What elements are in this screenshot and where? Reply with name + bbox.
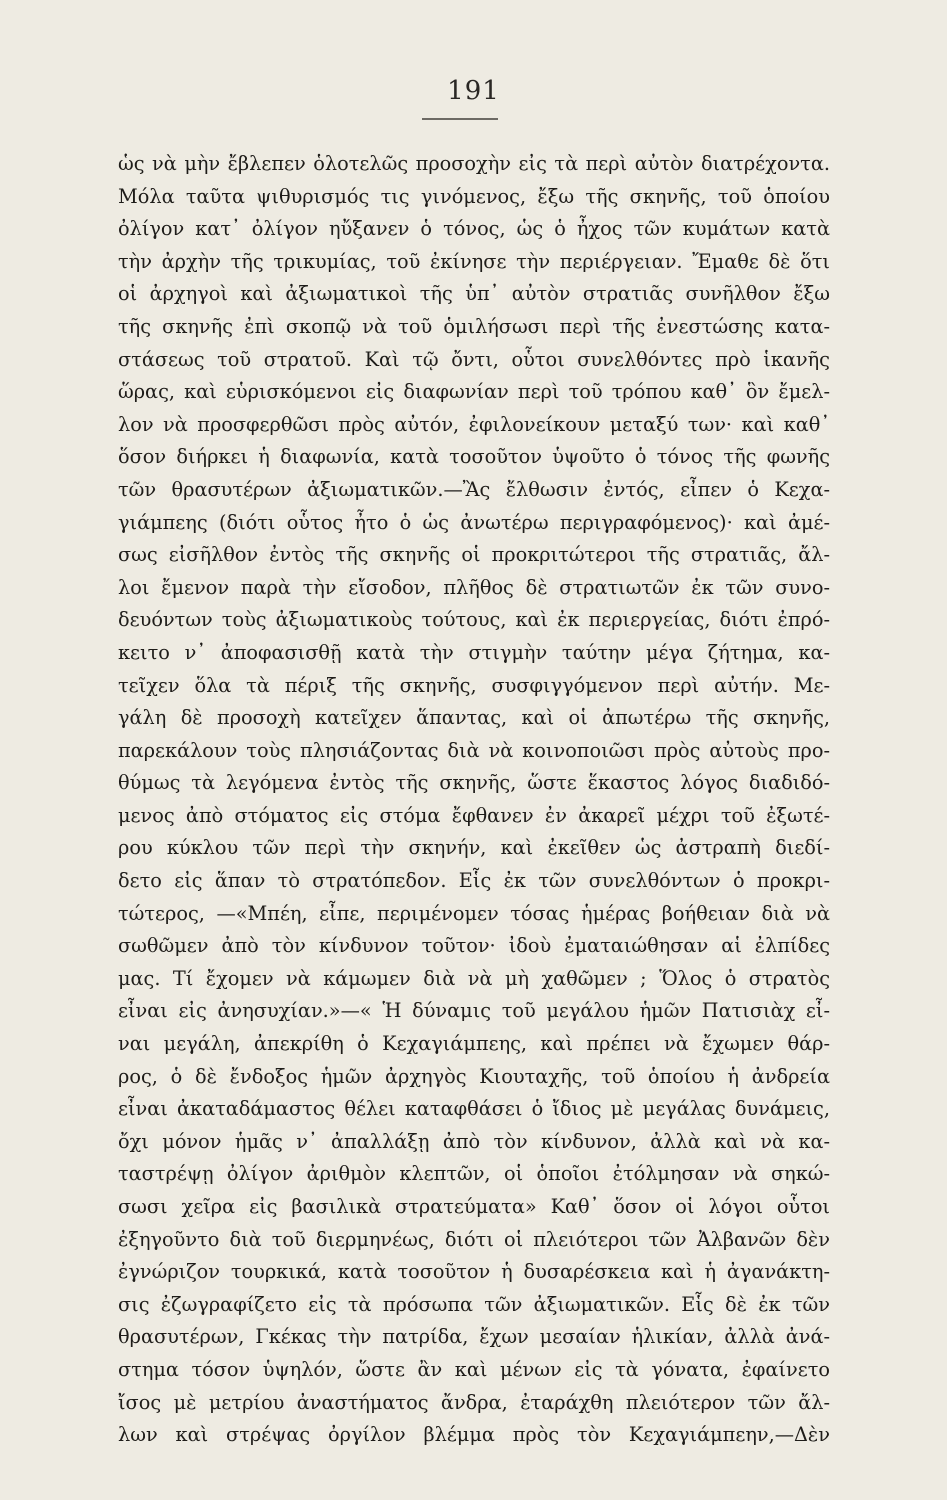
text-line: ἐγνώριζον τουρκικά, κατὰ τοσοῦτον ἡ δυσαρέσκεια καὶ ἡ ἀγανάκτη- <box>118 1260 830 1284</box>
text-line: δευόντων τοὺς ἀξιωματικοὺς τούτους, καὶ ἐκ περιεργείας, διότι ἐπρό- <box>118 608 830 632</box>
text-line: ρος, ὁ δὲ ἔνδοξος ἡμῶν ἀρχηγὸς Κιουταχῆς, τοῦ ὁποίου ἡ ἀνδρεία <box>118 1064 830 1088</box>
text-line: στάσεως τοῦ στρατοῦ. Καὶ τῷ ὄντι, οὗτοι συνελθόντες πρὸ ἱκανῆς <box>118 347 830 371</box>
text-line: δετο εἰς ἅπαν τὸ στρατόπεδον. Εἷς ἐκ τῶν συνελθόντων ὁ προκρι- <box>118 869 830 893</box>
text-line: ὥρας, καὶ εὑρισκόμενοι εἰς διαφωνίαν περὶ τοῦ τρόπου καθ᾽ ὃν ἔμελ- <box>118 380 830 404</box>
text-line: γιάμπεης (διότι οὗτος ἦτο ὁ ὡς ἀνωτέρω περιγραφόμενος)· καὶ ἀμέ- <box>118 510 830 534</box>
text-line: παρεκάλουν τοὺς πλησιάζοντας διὰ νὰ κοινοποιῶσι πρὸς αὐτοὺς προ- <box>118 738 830 762</box>
text-line: σως εἰσῆλθον ἐντὸς τῆς σκηνῆς οἱ προκριτώτεροι τῆς στρατιᾶς, ἄλ- <box>118 543 830 567</box>
text-line: λων καὶ στρέψας ὀργίλον βλέμμα πρὸς τὸν Κεχαγιάμπεην,—Δὲν <box>118 1423 830 1447</box>
text-line: τὴν ἀρχὴν τῆς τρικυμίας, τοῦ ἐκίνησε τὴν περιέργειαν. Ἔμαθε δὲ ὅτι <box>118 249 830 273</box>
text-line: ρου κύκλου τῶν περὶ τὴν σκηνήν, καὶ ἐκεῖθεν ὡς ἀστραπὴ διεδί- <box>118 836 830 860</box>
text-line: ὀλίγον κατ᾽ ὀλίγον ηὔξανεν ὁ τόνος, ὡς ὁ ἦχος τῶν κυμάτων κατὰ <box>118 217 830 241</box>
text-line: εἶναι ἀκαταδάμαστος θέλει καταφθάσει ὁ ἴδιος μὲ μεγάλας δυνάμεις, <box>118 1097 830 1121</box>
text-line: μενος ἀπὸ στόματος εἰς στόμα ἔφθανεν ἐν ἀκαρεῖ μέχρι τοῦ ἐξωτέ- <box>118 803 830 827</box>
text-line: θρασυτέρων, Γκέκας τὴν πατρίδα, ἔχων μεσαίαν ἡλικίαν, ἀλλὰ ἀνά- <box>118 1325 830 1349</box>
text-line: ὄχι μόνον ἡμᾶς ν᾽ ἀπαλλάξῃ ἀπὸ τὸν κίνδυνον, ἀλλὰ καὶ νὰ κα- <box>118 1129 830 1153</box>
text-line: γάλη δὲ προσοχὴ κατεῖχεν ἅπαντας, καὶ οἱ ἀπωτέρω τῆς σκηνῆς, <box>118 706 830 730</box>
text-line: τῶν θρασυτέρων ἀξιωματικῶν.—Ἂς ἔλθωσιν ἐντός, εἶπεν ὁ Κεχα- <box>118 477 830 501</box>
text-line: οἱ ἀρχηγοὶ καὶ ἀξιωματικοὶ τῆς ὑπ᾽ αὐτὸν στρατιᾶς συνῆλθον ἔξω <box>118 282 830 306</box>
text-line: σωσι χεῖρα εἰς βασιλικὰ στρατεύματα» Καθ᾽ ὅσον οἱ λόγοι οὗτοι <box>118 1195 830 1218</box>
text-line: σις ἐζωγραφίζετο εἰς τὰ πρόσωπα τῶν ἀξιωματικῶν. Εἷς δὲ ἐκ τῶν <box>118 1292 830 1316</box>
text-line: σωθῶμεν ἀπὸ τὸν κίνδυνον τοῦτον· ἰδοὺ ἐματαιώθησαν αἱ ἐλπίδες <box>118 934 830 958</box>
text-line: τῆς σκηνῆς ἐπὶ σκοπῷ νὰ τοῦ ὁμιλήσωσι περὶ τῆς ἐνεστώσης κατα- <box>118 314 830 338</box>
text-line: στημα τόσον ὑψηλόν, ὥστε ἂν καὶ μένων εἰς τὰ γόνατα, ἐφαίνετο <box>118 1357 830 1381</box>
text-line: κειτο ν᾽ ἀποφασισθῇ κατὰ τὴν στιγμὴν ταύτην μέγα ζήτημα, κα- <box>118 640 830 664</box>
text-line: εἶναι εἰς ἀνησυχίαν.»—« Ἡ δύναμις τοῦ μεγάλου ἡμῶν Πατισιὰχ εἶ- <box>118 999 830 1023</box>
text-line: μας. Τί ἔχομεν νὰ κάμωμεν διὰ νὰ μὴ χαθῶμεν ; Ὅλος ὁ στρατὸς <box>118 966 830 990</box>
text-line: τεῖχεν ὅλα τὰ πέριξ τῆς σκηνῆς, συσφιγγόμενον περὶ αὐτήν. Με- <box>118 673 830 697</box>
text-line: λοι ἔμενον παρὰ τὴν εἴσοδον, πλῆθος δὲ στρατιωτῶν ἐκ τῶν συνο- <box>118 575 830 599</box>
text-line: ναι μεγάλη, ἀπεκρίθη ὁ Κεχαγιάμπεης, καὶ πρέπει νὰ ἔχωμεν θάρ- <box>118 1032 830 1056</box>
body-text <box>118 148 830 1452</box>
text-line: ἐξηγοῦντο διὰ τοῦ διερμηνέως, διότι οἱ πλειότεροι τῶν Ἀλβανῶν δὲν <box>118 1227 830 1251</box>
text-line: ταστρέψῃ ὀλίγον ἀριθμὸν κλεπτῶν, οἱ ὁποῖοι ἐτόλμησαν νὰ σηκώ- <box>118 1162 830 1186</box>
text-line: ὅσον διήρκει ἡ διαφωνία, κατὰ τοσοῦτον ὑψοῦτο ὁ τόνος τῆς φωνῆς <box>118 445 830 469</box>
page-number-rule <box>422 118 498 120</box>
text-line: ὡς νὰ μὴν ἔβλεπεν ὁλοτελῶς προσοχὴν εἰς τὰ περὶ αὐτὸν διατρέχοντα. <box>118 152 830 175</box>
text-line: ἴσος μὲ μετρίου ἀναστήματος ἄνδρα, ἐταράχθη πλειότερον τῶν ἄλ- <box>118 1390 830 1414</box>
text-line: Μόλα ταῦτα ψιθυρισμός τις γινόμενος, ἔξω τῆς σκηνῆς, τοῦ ὁποίου <box>118 184 830 208</box>
text-line: λον νὰ προσφερθῶσι πρὸς αὐτόν, ἐφιλονείκουν μεταξύ των· καὶ καθ᾽ <box>118 412 830 436</box>
text-line: τώτερος, —«Μπέη, εἶπε, περιμένομεν τόσας ἡμέρας βοήθειαν διὰ νὰ <box>118 901 830 925</box>
text-line: θύμως τὰ λεγόμενα ἐντὸς τῆς σκηνῆς, ὥστε ἕκαστος λόγος διαδιδό- <box>118 771 830 795</box>
page-number: 191 <box>447 76 500 106</box>
